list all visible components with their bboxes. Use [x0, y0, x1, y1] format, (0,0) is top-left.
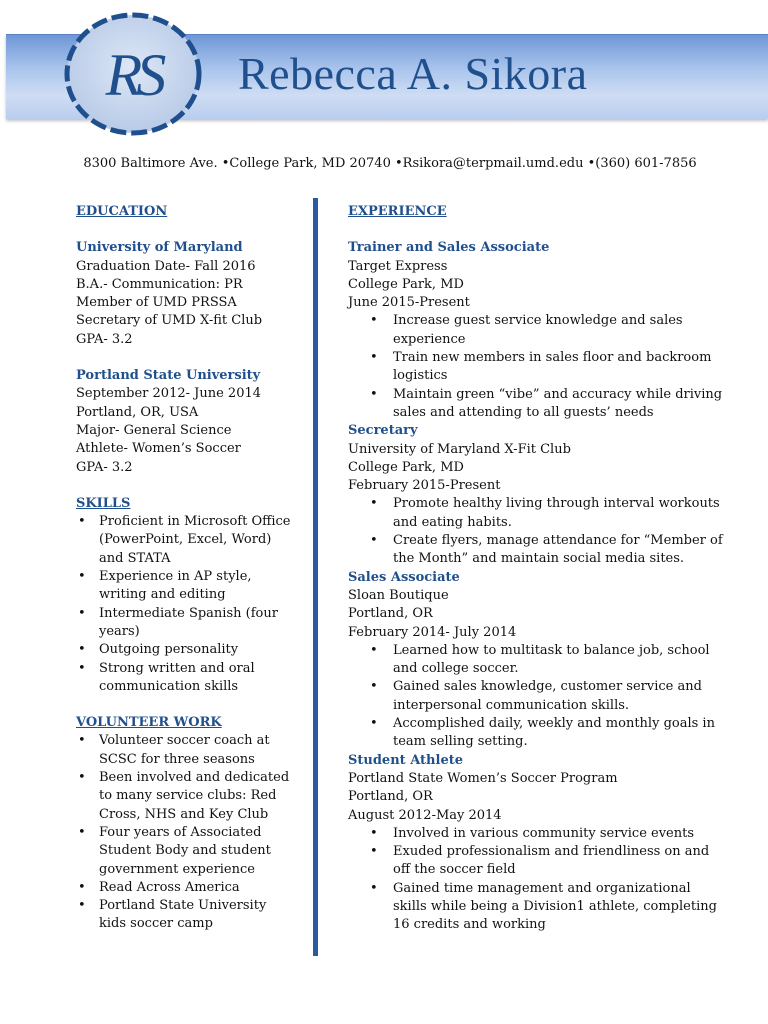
school-detail: Portland, OR, USA [76, 404, 199, 420]
job-bullets [348, 495, 728, 568]
job-location: Portland, OR [348, 789, 433, 805]
school-detail: GPA- 3.2 [76, 459, 133, 475]
education-heading: EDUCATION [76, 204, 168, 219]
job-title: Trainer and Sales Associate [348, 240, 550, 256]
job-dates: February 2014- July 2014 [348, 624, 517, 640]
job-org: Portland State Women’s Soccer Program [348, 770, 618, 786]
job-bullets [348, 825, 728, 935]
job-org: Target Express [348, 258, 448, 274]
volunteer-list [76, 732, 294, 933]
school-detail: Athlete- Women’s Soccer [76, 441, 241, 457]
school-detail: Major- General Science [76, 422, 232, 438]
job-location: College Park, MD [348, 276, 464, 292]
job-title: Sales Associate [348, 569, 460, 585]
job-bullet: • Increase guest service knowledge and sales experience [348, 312, 728, 349]
skill-item: • Outgoing personality [76, 641, 294, 659]
skills-heading: SKILLS [76, 495, 131, 511]
school-detail: B.A.- Communication: PR [76, 276, 243, 292]
school-detail: September 2012- June 2014 [76, 386, 262, 402]
school-detail: GPA- 3.2 [76, 331, 133, 347]
job-bullet: • Promote healthy living through interval workouts and eating habits. [348, 495, 728, 532]
skill-item: • Proficient in Microsoft Office (PowerPoint, Excel, Word) and STATA [76, 513, 294, 568]
job-dates: August 2012-May 2014 [348, 807, 502, 823]
skill-item: • Experience in AP style, writing and editing [76, 568, 294, 605]
candidate-name: Rebecca A. Sikora [238, 48, 588, 99]
job-bullets [348, 642, 728, 752]
job-dates: June 2015-Present [348, 295, 470, 311]
skill-item: • Intermediate Spanish (four years) [76, 605, 294, 642]
job-title: Secretary [348, 423, 418, 439]
volunteer-item: • Been involved and dedicated to many service clubs: Red Cross, NHS and Key Club [76, 769, 294, 824]
volunteer-item: • Volunteer soccer coach at SCSC for three seasons [76, 732, 294, 769]
skills-list [76, 513, 294, 696]
job-bullet: • Learned how to multitask to balance job, school and college soccer. [348, 642, 728, 679]
column-divider [313, 198, 318, 956]
job-bullet: • Maintain green “vibe” and accuracy while driving sales and attending to all guests’ needs [348, 386, 728, 423]
volunteer-item: • Read Across America [76, 879, 294, 897]
job-bullet: • Create flyers, manage attendance for “Member of the Month” and maintain social media sites. [348, 532, 728, 569]
skill-item: • Strong written and oral communication skills [76, 660, 294, 697]
monogram-text: RS [105, 42, 161, 108]
volunteer-item: • Four years of Associated Student Body and student government experience [76, 824, 294, 879]
volunteer-item: • Portland State University kids soccer camp [76, 897, 294, 934]
job-org: University of Maryland X-Fit Club [348, 441, 571, 457]
right-column [348, 203, 728, 935]
contact-line: 8300 Baltimore Ave. •College Park, MD 20740 •Rsikora@terpmail.umd.edu •(360) 601-7856 [83, 156, 697, 171]
job-dates: February 2015-Present [348, 478, 501, 494]
job-bullet: • Gained time management and organizational skills while being a Division1 athlete, completing 16 credits and working [348, 880, 728, 935]
school-detail: Secretary of UMD X-fit Club [76, 313, 263, 329]
job-location: Portland, OR [348, 606, 433, 622]
job-bullet: • Accomplished daily, weekly and monthly goals in team selling setting. [348, 715, 728, 752]
job-bullet: • Involved in various community service events [348, 825, 728, 843]
job-bullet: • Train new members in sales floor and backroom logistics [348, 349, 728, 386]
left-column [76, 203, 294, 934]
school-detail: Graduation Date- Fall 2016 [76, 258, 256, 274]
school-name: University of Maryland [76, 240, 243, 256]
volunteer-heading: VOLUNTEER WORK [76, 715, 222, 731]
job-bullets [348, 312, 728, 422]
job-location: College Park, MD [348, 459, 464, 475]
job-title: Student Athlete [348, 752, 463, 768]
monogram-badge [62, 11, 204, 137]
school-detail: Member of UMD PRSSA [76, 295, 237, 311]
experience-heading: EXPERIENCE [348, 204, 447, 219]
school-name: Portland State University [76, 368, 261, 384]
job-bullet: • Gained sales knowledge, customer service and interpersonal communication skills. [348, 678, 728, 715]
job-bullet: • Exuded professionalism and friendliness on and off the soccer field [348, 843, 728, 880]
job-org: Sloan Boutique [348, 587, 449, 603]
